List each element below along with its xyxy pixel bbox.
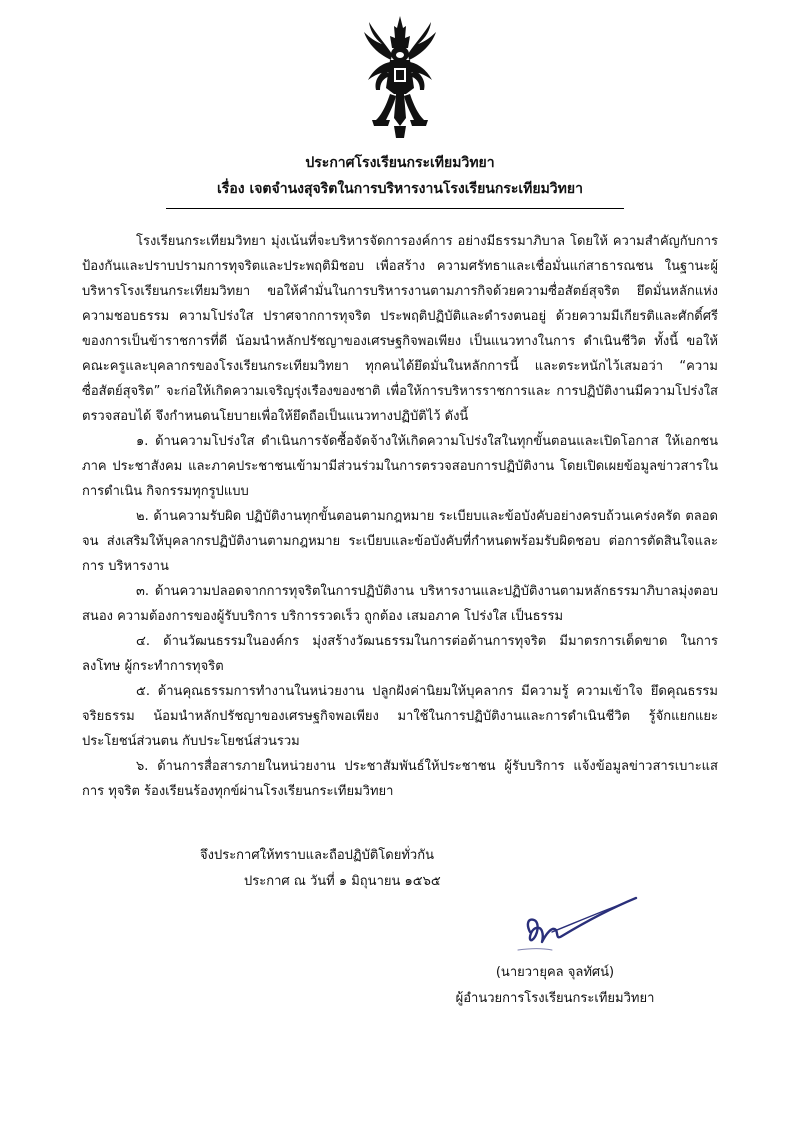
policy-item-communication: ๖. ด้านการสื่อสารภายในหน่วยงาน ประชาสัมพันธ์ให้ประชาชน ผู้รับบริการ แจ้งข้อมูลข่าวสารเบาะแสการ ทุจริต ร้องเรียนร้องทุกข์ผ่านโรงเรียนกระเทียมวิทยา xyxy=(82,759,718,799)
announcement-title: ประกาศโรงเรียนกระเทียมวิทยา xyxy=(305,155,495,171)
announcement-body xyxy=(82,229,718,804)
policy-item-corruption-free: ๓. ด้านความปลอดจากการทุจริตในการปฏิบัติงาน บริหารงานและปฏิบัติงานตามหลักธรรมาภิบาลมุ่งตอบสนอง ความต้องการของผู้รับบริการ บริการรวดเร็ว ถูกต้อง เสมอภาค โปร่งใส เป็นธรรม xyxy=(82,584,718,624)
signer-name: (นายวายุคล จุลทัศน์) xyxy=(495,965,615,980)
closing-block xyxy=(200,843,441,895)
policy-item-accountability: ๒. ด้านความรับผิด ปฏิบัติงานทุกขั้นตอนตามกฎหมาย ระเบียบและข้อบังคับอย่างครบถ้วนเคร่งครัด ตลอดจน ส่งเสริมให้บุคลากรปฏิบัติงานตามกฎหมาย ระเบียบและข้อบังคับที่กำหนดพร้อมรับผิดชอบ ต่อการตัดสินใจและการ บริหารงาน xyxy=(82,509,718,574)
signer-position: ผู้อำนวยการโรงเรียนกระเทียมวิทยา xyxy=(455,991,655,1006)
handwritten-signature xyxy=(512,888,642,968)
announcement-header xyxy=(0,150,800,202)
announcement-subject: เรื่อง เจตจำนงสุจริตในการบริหารงานโรงเรียนกระเทียมวิทยา xyxy=(217,181,583,197)
announcement-date: ประกาศ ณ วันที่ ๑ มิถุนายน ๑๕๖๕ xyxy=(244,874,441,889)
signer-block xyxy=(415,960,695,1012)
header-divider xyxy=(166,208,624,209)
intro-paragraph: โรงเรียนกระเทียมวิทยา มุ่งเน้นที่จะบริหารจัดการองค์การ อย่างมีธรรมาภิบาล โดยให้ ความสำคัญกับการป้องกันและปราบปรามการทุจริตและประพฤติมิชอบ เพื่อสร้าง ความศรัทธาและเชื่อมั่นแก่สาธารณชน ในฐานะผู้บริหารโรงเรียนกระเทียมวิทยา ขอให้คำมั่นในการบริหารงานตามภารกิจด้วยความซื่อสัตย์สุจริต ยึดมั่นหลักแห่งความชอบธรรม ความโปร่งใส ปราศจากการทุจริต ประพฤติปฏิบัติและดำรงตนอยู่ ด้วยความมีเกียรติและศักดิ์ศรีของการเป็นข้าราชการที่ดี น้อมนำหลักปรัชญาของเศรษฐกิจพอเพียง เป็นแนวทางในการ ดำเนินชีวิต ทั้งนี้ ขอให้คณะครูและบุคลากรของโรงเรียนกระเทียมวิทยา ทุกคนได้ยึดมั่นในหลักการนี้ และตระหนักไว้เสมอว่า “ความซื่อสัตย์สุจริต” จะก่อให้เกิดความเจริญรุ่งเรืองของชาติ เพื่อให้การบริหารราชการและ การปฏิบัติงานมีความโปร่งใส ตรวจสอบได้ จึงกำหนดนโยบายเพื่อให้ยึดถือเป็นแนวทางปฏิบัติไว้ ดังนี้ xyxy=(82,234,718,424)
garuda-emblem-icon xyxy=(360,14,440,140)
policy-item-culture: ๔. ด้านวัฒนธรรมในองค์กร มุ่งสร้างวัฒนธรรมในการต่อต้านการทุจริต มีมาตรการเด็ดขาด ในการลงโทษ ผู้กระทำการทุจริต xyxy=(82,634,718,674)
policy-item-ethics: ๕. ด้านคุณธรรมการทำงานในหน่วยงาน ปลูกฝังค่านิยมให้บุคลากร มีความรู้ ความเข้าใจ ยึดคุณธรรม จริยธรรม น้อมนำหลักปรัชญาของเศรษฐกิจพอเพียง มาใช้ในการปฏิบัติงานและการดำเนินชีวิต รู้จักแยกแยะประโยชน์ส่วนตน กับประโยชน์ส่วนรวม xyxy=(82,684,718,749)
policy-item-transparency: ๑. ด้านความโปร่งใส ดำเนินการจัดซื้อจัดจ้างให้เกิดความโปร่งใสในทุกขั้นตอนและเปิดโอกาส ให้เอกชน ภาค ประชาสังคม และภาคประชาชนเข้ามามีส่วนร่วมในการตรวจสอบการปฏิบัติงาน โดยเปิดเผยข้อมูลข่าวสารในการดำเนิน กิจกรรมทุกรูปแบบ xyxy=(82,434,718,499)
closing-statement: จึงประกาศให้ทราบและถือปฏิบัติโดยทั่วกัน xyxy=(200,848,434,863)
